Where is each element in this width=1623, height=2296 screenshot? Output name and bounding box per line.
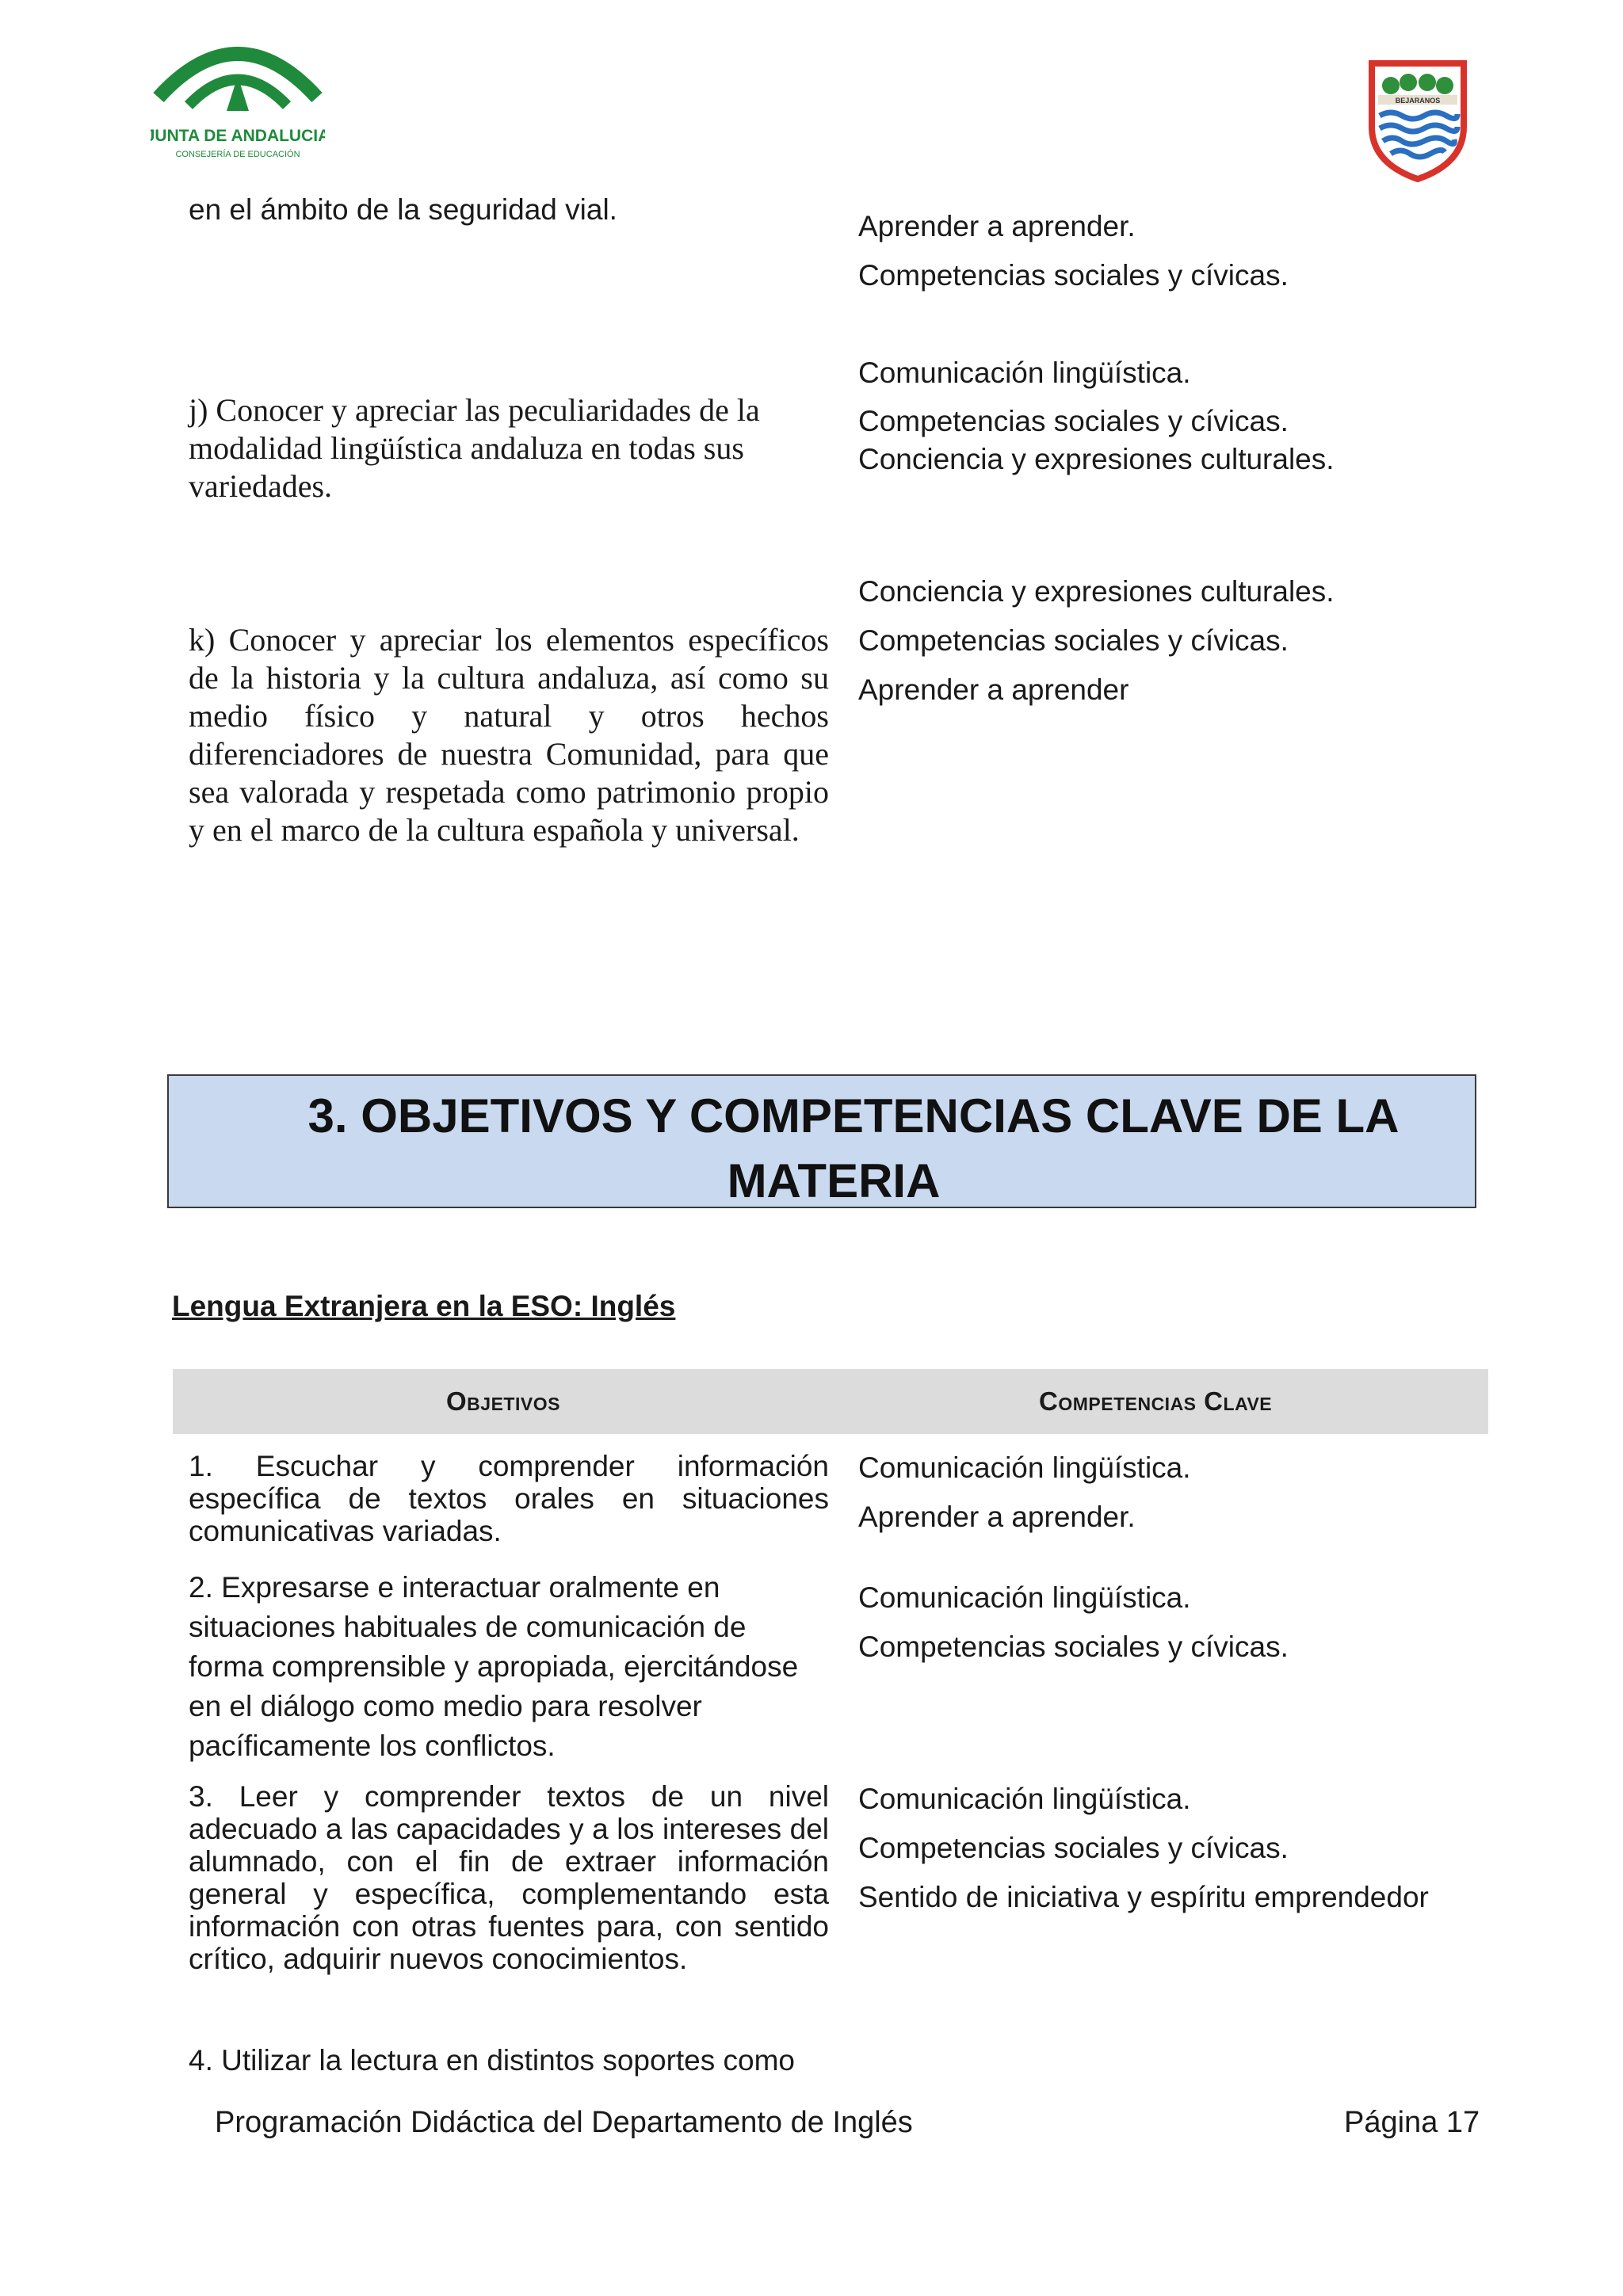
section-title-line1: 3. OBJETIVOS Y COMPETENCIAS CLAVE DE LA — [307, 1089, 1400, 1142]
upper-row-1-objective: en el ámbito de la seguridad vial. — [189, 193, 617, 226]
competence-item: Comunicación lingüística. — [858, 1783, 1191, 1815]
upper-row-k-objective: k) Conocer y apreciar los elementos específicos de la historia y la cultura andaluza, así como su medio físico y natural y otros hechos diferenciadores de nuestra Comunidad, para que sea valorada y respetada como patrimonio propio y en el marco de la cultura española y universal. — [189, 622, 829, 848]
upper-row-k-competences — [858, 572, 1540, 709]
footer-text: Programación Didáctica del Departamento de Inglés — [215, 2106, 913, 2139]
header-competences: Competencias Clave — [1039, 1386, 1273, 1416]
subject-subtitle: Lengua Extranjera en la ESO: Inglés — [172, 1290, 676, 1322]
section-title — [169, 1084, 1475, 1214]
table-header — [173, 1369, 1488, 1434]
competence-item: Competencias sociales y cívicas. — [858, 405, 1289, 437]
competence-item: Comunicación lingüística. — [858, 1451, 1191, 1484]
upper-row-j-objective: j) Conocer y apreciar las peculiaridades de la modalidad lingüística andaluza en todas sus variedades. — [189, 392, 760, 504]
section-title-line2: MATERIA — [727, 1154, 941, 1207]
table-row-2-objective: 2. Expresarse e interactuar oralmente en situaciones habituales de comunicación de forma comprensible y apropiada, ejercitándose en el diálogo como medio para resolver pacíficamente los conflictos. — [189, 1571, 799, 1762]
junta-de-andalucia-logo — [151, 22, 325, 165]
upper-row-j-competences — [858, 353, 1540, 479]
table-row-1-objective: 1. Escuchar y comprender información específica de textos orales en situaciones comunicativas variadas. — [189, 1450, 829, 1547]
competence-item: Comunicación lingüística. — [858, 1581, 1191, 1614]
competence-item: Aprender a aprender. — [858, 1501, 1136, 1533]
shield-label: BEJARANOS — [1395, 97, 1441, 105]
competence-item: Comunicación lingüística. — [858, 357, 1191, 389]
competence-item: Aprender a aprender. — [858, 210, 1136, 242]
page-number: Página 17 — [1344, 2106, 1480, 2139]
table-row-4-objective: 4. Utilizar la lectura en distintos soportes como — [189, 2044, 796, 2077]
competence-item: Aprender a aprender — [858, 673, 1129, 706]
competence-item: Conciencia y expresiones culturales. — [858, 443, 1335, 475]
upper-row-1-competences — [858, 207, 1540, 295]
competence-item: Competencias sociales y cívicas. — [858, 1630, 1289, 1663]
shield-icon — [1367, 59, 1468, 182]
junta-arch-icon — [151, 22, 325, 165]
competence-item: Competencias sociales y cívicas. — [858, 624, 1289, 657]
competence-item: Competencias sociales y cívicas. — [858, 259, 1289, 292]
junta-logo-text: JUNTA DE ANDALUCIA — [151, 127, 325, 145]
competence-item: Sentido de iniciativa y espíritu emprendedor — [858, 1881, 1429, 1913]
table-row-3-objective: 3. Leer y comprender textos de un nivel adecuado a las capacidades y a los intereses del alumnado, con el fin de extraer información general y específica, complementando esta información con otras fuentes para, con sentido crítico, adquirir nuevos conocimientos. — [189, 1780, 829, 1975]
table-row-3-competences — [858, 1779, 1540, 1917]
table-row-2-competences — [858, 1578, 1540, 1666]
header-objectives: Objetivos — [446, 1386, 560, 1416]
junta-logo-subtitle: CONSEJERÍA DE EDUCACIÓN — [175, 150, 300, 159]
table-row-1-competences — [858, 1448, 1540, 1536]
competence-item: Conciencia y expresiones culturales. — [858, 575, 1335, 608]
school-shield-logo — [1367, 59, 1468, 182]
competence-item: Competencias sociales y cívicas. — [858, 1832, 1289, 1864]
section-title-box — [167, 1074, 1476, 1208]
